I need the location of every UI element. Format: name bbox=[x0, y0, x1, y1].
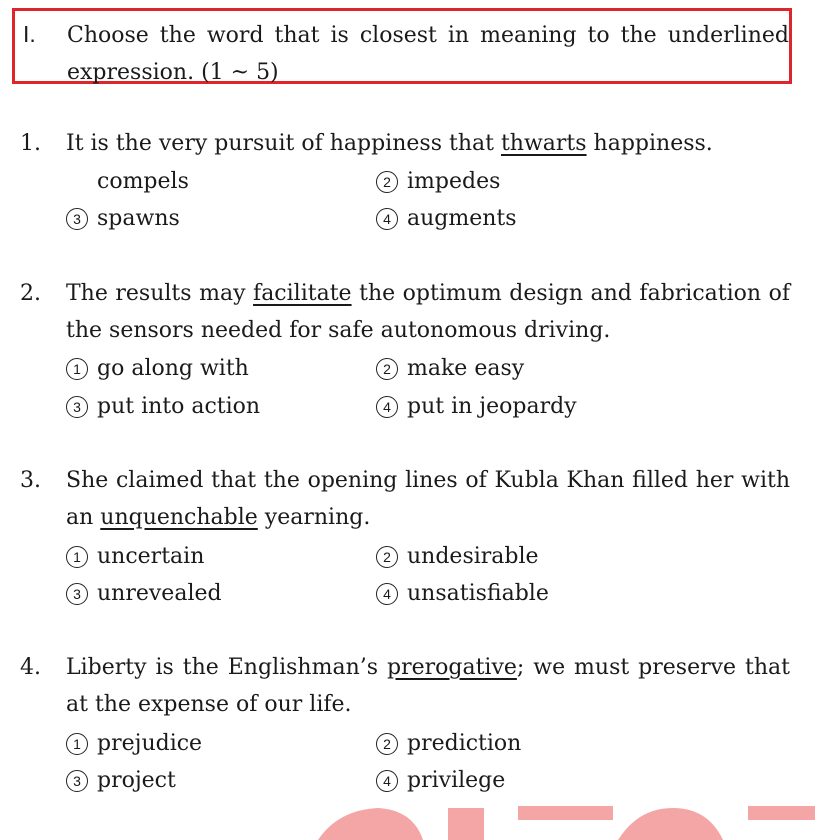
option-text: make easy bbox=[407, 356, 525, 381]
option-text: unsatisfiable bbox=[407, 581, 549, 606]
watermark-shape bbox=[618, 808, 723, 840]
stem-text: She claimed that the opening lines of Kubla Khan filled her with an bbox=[66, 468, 790, 530]
option-marker: 3 bbox=[66, 770, 88, 792]
watermark-shape bbox=[748, 806, 815, 820]
option-marker bbox=[66, 165, 88, 187]
option-marker: 4 bbox=[376, 208, 398, 230]
stem-text: yearning. bbox=[257, 505, 371, 530]
option-4[interactable] bbox=[376, 388, 577, 425]
stem-text: happiness. bbox=[586, 131, 713, 156]
stem-text: ; we must preserve that at the expense of our life. bbox=[66, 655, 790, 717]
underlined-word: thwarts bbox=[500, 131, 587, 156]
option-2[interactable] bbox=[376, 163, 500, 200]
option-text: spawns bbox=[97, 206, 180, 231]
option-text: prejudice bbox=[97, 731, 203, 756]
option-4[interactable] bbox=[376, 762, 505, 799]
instruction-text: Choose the word that is closest in meaning to the underlined expression. (1 ~ 5) bbox=[67, 23, 789, 85]
option-marker: 4 bbox=[376, 583, 398, 605]
question-stem bbox=[66, 462, 790, 536]
option-marker: 4 bbox=[376, 770, 398, 792]
question-number: 2. bbox=[20, 281, 41, 306]
option-marker: 3 bbox=[66, 583, 88, 605]
underlined-word: unquenchable bbox=[100, 505, 258, 530]
option-2[interactable] bbox=[376, 350, 524, 387]
option-text: unrevealed bbox=[97, 581, 222, 606]
option-text: impedes bbox=[407, 169, 501, 194]
option-marker: 1 bbox=[66, 358, 88, 380]
stem-text: Liberty is the Englishman’s bbox=[66, 655, 387, 680]
option-marker: 2 bbox=[376, 546, 398, 568]
option-marker: 2 bbox=[376, 171, 398, 193]
instruction-box bbox=[12, 8, 792, 84]
option-text: undesirable bbox=[407, 544, 539, 569]
option-marker: 1 bbox=[66, 733, 88, 755]
option-text: go along with bbox=[97, 356, 249, 381]
option-text: project bbox=[97, 768, 176, 793]
option-text: put into action bbox=[97, 394, 261, 419]
option-text: privilege bbox=[407, 768, 506, 793]
question-number: 1. bbox=[20, 131, 41, 156]
option-text: put in jeopardy bbox=[407, 394, 577, 419]
option-2[interactable] bbox=[376, 538, 539, 575]
question-number: 3. bbox=[20, 468, 41, 493]
option-marker: 1 bbox=[66, 546, 88, 568]
option-3[interactable] bbox=[66, 200, 180, 237]
option-1[interactable] bbox=[66, 538, 204, 575]
question-stem bbox=[66, 649, 790, 723]
watermark-shape bbox=[518, 806, 613, 820]
option-marker: 3 bbox=[66, 208, 88, 230]
option-3[interactable] bbox=[66, 762, 176, 799]
section-numeral: I. bbox=[23, 21, 36, 47]
underlined-word: prerogative bbox=[386, 655, 517, 680]
stem-text: the optimum design and fabrication of the sensors needed for safe autonomous driving. bbox=[66, 281, 790, 343]
option-marker: 2 bbox=[376, 733, 398, 755]
option-1[interactable] bbox=[66, 725, 202, 762]
option-1[interactable] bbox=[66, 163, 189, 200]
option-1[interactable] bbox=[66, 350, 249, 387]
question-number: 4. bbox=[20, 655, 41, 680]
option-text: compels bbox=[97, 169, 189, 194]
option-marker: 4 bbox=[376, 396, 398, 418]
option-4[interactable] bbox=[376, 575, 549, 612]
option-3[interactable] bbox=[66, 388, 260, 425]
question-stem bbox=[66, 275, 790, 349]
option-3[interactable] bbox=[66, 575, 222, 612]
stem-text: The results may bbox=[66, 281, 254, 306]
option-marker: 3 bbox=[66, 396, 88, 418]
watermark-shape bbox=[318, 808, 423, 840]
underlined-word: facilitate bbox=[253, 281, 352, 306]
watermark-shape bbox=[448, 808, 484, 840]
option-text: uncertain bbox=[97, 544, 205, 569]
option-2[interactable] bbox=[376, 725, 521, 762]
option-marker: 2 bbox=[376, 358, 398, 380]
watermark-logo bbox=[318, 800, 815, 840]
option-text: augments bbox=[407, 206, 517, 231]
option-text: prediction bbox=[407, 731, 522, 756]
stem-text: It is the very pursuit of happiness that bbox=[66, 131, 501, 156]
option-4[interactable] bbox=[376, 200, 517, 237]
question-stem bbox=[66, 125, 790, 162]
